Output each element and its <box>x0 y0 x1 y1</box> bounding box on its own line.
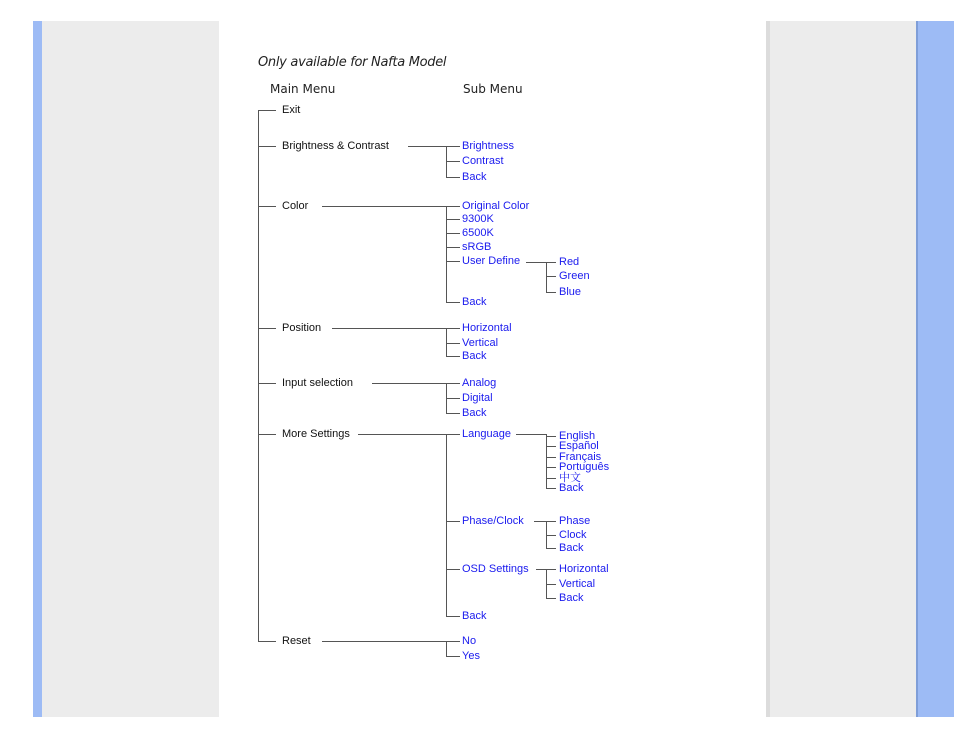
sub-item-back: Back <box>462 407 487 419</box>
right-blue-band <box>916 21 954 717</box>
sub-item-back: Back <box>559 482 584 494</box>
sub-item-phase-clock: Phase/Clock <box>462 515 524 527</box>
sub-item-red: Red <box>559 256 580 268</box>
sub-item-brightness: Brightness <box>462 140 514 152</box>
sub-item-6500k: 6500K <box>462 227 494 239</box>
sub-item-english: English <box>559 430 596 442</box>
sub-menu-header: Sub Menu <box>463 82 523 96</box>
main-item-position: Position <box>282 322 322 334</box>
sub-item-back: Back <box>559 542 584 554</box>
right-panel-shadow <box>766 21 770 717</box>
right-grey-panel <box>766 21 916 717</box>
right-band-edge <box>916 21 918 717</box>
sub-item-language: Language <box>462 428 511 440</box>
main-item-input-selection: Input selection <box>282 377 353 389</box>
sub-item-original-color: Original Color <box>462 200 530 212</box>
sub-item-francais: Français <box>559 451 602 463</box>
sub-item-horizontal: Horizontal <box>559 563 609 575</box>
left-blue-band <box>33 21 42 717</box>
main-item-exit: Exit <box>282 104 301 116</box>
sub-item-9300k: 9300K <box>462 213 494 225</box>
sub-item-horizontal: Horizontal <box>462 322 512 334</box>
sub-item-user-define: User Define <box>462 255 521 267</box>
sub-item-no: No <box>462 635 477 647</box>
sub-item-vertical: Vertical <box>559 578 596 590</box>
sub-item-back: Back <box>462 296 487 308</box>
main-item-more-settings: More Settings <box>282 428 350 440</box>
sub-item-analog: Analog <box>462 377 497 389</box>
sub-item-contrast: Contrast <box>462 155 504 167</box>
main-menu-header: Main Menu <box>270 82 336 96</box>
main-item-reset: Reset <box>282 635 311 647</box>
sub-item-back: Back <box>462 610 487 622</box>
sub-item-back: Back <box>462 350 487 362</box>
sub-item-green: Green <box>559 270 590 282</box>
sub-item-yes: Yes <box>462 650 480 662</box>
sub-item-digital: Digital <box>462 392 493 404</box>
main-item-brightness-contrast: Brightness & Contrast <box>282 140 389 152</box>
sub-item-vertical: Vertical <box>462 337 499 349</box>
sub-item-osd-settings: OSD Settings <box>462 563 529 575</box>
sub-item-portugues: Português <box>559 461 610 473</box>
nafta-note: Only available for Nafta Model <box>258 55 447 70</box>
main-item-color: Color <box>282 200 309 212</box>
sub-item-back: Back <box>462 171 487 183</box>
sub-item-phase: Phase <box>559 515 591 527</box>
sub-item-espanol: Español <box>559 440 599 452</box>
sub-item-blue: Blue <box>559 286 582 298</box>
sub-item-chinese: 中文 <box>559 472 581 484</box>
sub-item-clock: Clock <box>559 529 587 541</box>
left-grey-panel <box>42 21 219 717</box>
sub-item-srgb: sRGB <box>462 241 492 253</box>
sub-item-back: Back <box>559 592 584 604</box>
